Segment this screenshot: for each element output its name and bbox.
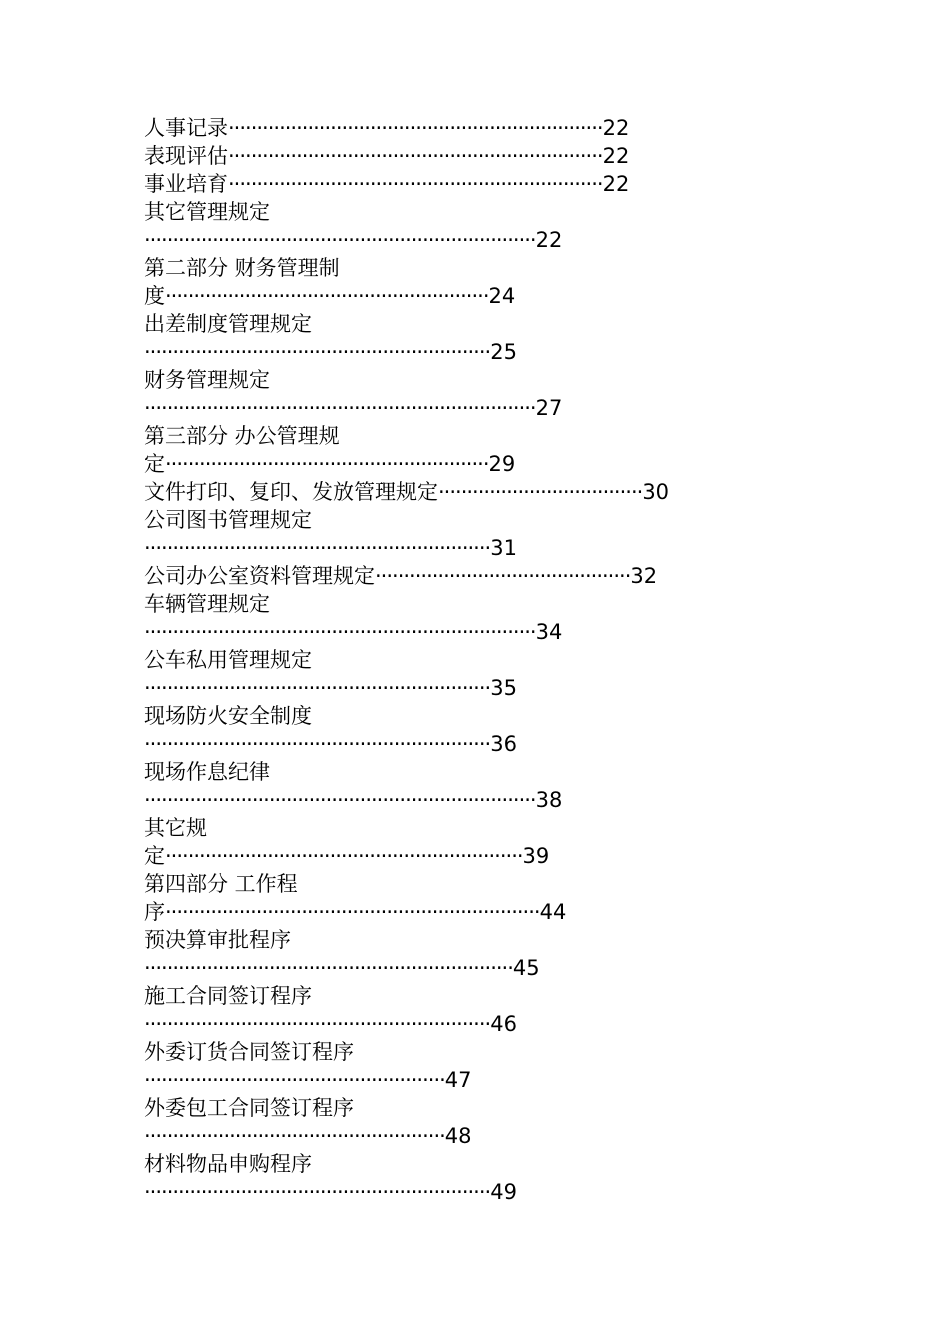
toc-title: 外委包工合同签订程序 [144, 1096, 354, 1120]
toc-title: 财务管理规定 [144, 368, 270, 392]
toc-entry-business-trip-rules-leader[interactable] [144, 338, 517, 366]
toc-entry-vehicle-rules[interactable] [144, 590, 270, 618]
toc-entry-other-management-rules[interactable] [144, 198, 270, 226]
toc-entry-part-two-finance[interactable] [144, 254, 340, 282]
toc-page-number: 46 [490, 1012, 517, 1036]
toc-entry-fire-safety[interactable] [144, 702, 312, 730]
toc-title: 公司图书管理规定 [144, 508, 312, 532]
toc-entry-material-purchase-leader[interactable] [144, 1178, 517, 1206]
toc-leader: ·································································· [228, 144, 603, 168]
toc-leader: ····································································· [144, 620, 536, 644]
toc-page-number: 36 [490, 732, 517, 756]
toc-title: 第四部分 工作程 [144, 872, 298, 896]
toc-title: 公车私用管理规定 [144, 648, 312, 672]
toc-page-number: 45 [512, 956, 540, 980]
toc-title: 其它规 [144, 816, 207, 840]
toc-page-number: 44 [539, 900, 567, 924]
toc-title: 车辆管理规定 [144, 592, 270, 616]
toc-leader: ······························································· [165, 844, 523, 868]
toc-entry-budget-approval[interactable] [144, 926, 291, 954]
toc-leader: ································································· [144, 956, 513, 980]
toc-leader: ····································································· [144, 228, 536, 252]
toc-entry-outsourced-order-contract[interactable] [144, 1038, 354, 1066]
toc-title: 定 [144, 844, 165, 868]
toc-entry-finance-rules-leader[interactable] [144, 394, 562, 422]
toc-entry-other-rules[interactable] [144, 814, 207, 842]
toc-entry-site-schedule[interactable] [144, 758, 270, 786]
toc-title: 表现评估 [144, 144, 228, 168]
toc-entry-career-development[interactable] [144, 170, 629, 198]
toc-page-number: 47 [444, 1068, 472, 1092]
toc-entry-budget-approval-leader[interactable] [144, 954, 540, 982]
toc-title: 现场防火安全制度 [144, 704, 312, 728]
toc-leader: ····························································· [144, 536, 491, 560]
toc-page-number: 22 [535, 228, 563, 252]
toc-title: 文件打印、复印、发放管理规定 [144, 480, 438, 504]
toc-entry-office-records[interactable] [144, 562, 657, 590]
toc-entry-site-schedule-leader[interactable] [144, 786, 562, 814]
toc-title: 出差制度管理规定 [144, 312, 312, 336]
toc-title: 公司办公室资料管理规定 [144, 564, 375, 588]
toc-leader: ····················································· [144, 1068, 445, 1092]
toc-leader: ····························································· [144, 1012, 491, 1036]
toc-title: 预决算审批程序 [144, 928, 291, 952]
toc-entry-other-rules-leader[interactable] [144, 842, 549, 870]
toc-title: 外委订货合同签订程序 [144, 1040, 354, 1064]
toc-leader: ····················································· [144, 1124, 445, 1148]
toc-leader: ····························································· [144, 732, 491, 756]
toc-entry-finance-rules[interactable] [144, 366, 270, 394]
toc-title: 序 [144, 900, 165, 924]
toc-page-number: 34 [535, 620, 563, 644]
toc-entry-personnel-records[interactable] [144, 114, 629, 142]
toc-entry-library-rules[interactable] [144, 506, 312, 534]
toc-entry-document-print-copy[interactable] [144, 478, 669, 506]
toc-entry-part-three-office-leader[interactable] [144, 450, 515, 478]
toc-title: 定 [144, 452, 165, 476]
toc-entry-private-car-use[interactable] [144, 646, 312, 674]
toc-entry-performance-evaluation[interactable] [144, 142, 629, 170]
toc-page-number: 25 [490, 340, 517, 364]
toc-leader: ························································· [165, 452, 489, 476]
toc-title: 度 [144, 284, 165, 308]
toc-leader: ····························································· [144, 340, 491, 364]
toc-page-number: 24 [488, 284, 516, 308]
toc-page-number: 22 [602, 116, 630, 140]
toc-page-number: 30 [642, 480, 670, 504]
toc-entry-library-rules-leader[interactable] [144, 534, 517, 562]
toc-entry-construction-contract-leader[interactable] [144, 1010, 517, 1038]
toc-page-number: 48 [444, 1124, 472, 1148]
toc-entry-fire-safety-leader[interactable] [144, 730, 517, 758]
toc-leader: ························································· [165, 284, 489, 308]
toc-entry-material-purchase[interactable] [144, 1150, 312, 1178]
toc-entry-private-car-use-leader[interactable] [144, 674, 517, 702]
toc-page-number: 32 [630, 564, 658, 588]
toc-entry-outsourced-labor-contract-leader[interactable] [144, 1122, 472, 1150]
toc-page-number: 22 [602, 172, 630, 196]
toc-page-number: 38 [535, 788, 563, 812]
toc-title: 人事记录 [144, 116, 228, 140]
toc-title: 材料物品申购程序 [144, 1152, 312, 1176]
toc-title: 事业培育 [144, 172, 228, 196]
toc-leader: ····································································· [144, 396, 536, 420]
toc-leader: ·································································· [228, 116, 603, 140]
toc-title: 其它管理规定 [144, 200, 270, 224]
toc-page-number: 49 [490, 1180, 517, 1204]
toc-page-number: 39 [522, 844, 550, 868]
toc-page-number: 22 [602, 144, 630, 168]
toc-leader: ·································································· [228, 172, 603, 196]
toc-title: 现场作息纪律 [144, 760, 270, 784]
toc-title: 第三部分 办公管理规 [144, 424, 340, 448]
toc-leader: ············································· [375, 564, 631, 588]
toc-entry-part-three-office[interactable] [144, 422, 340, 450]
toc-entry-construction-contract[interactable] [144, 982, 312, 1010]
toc-title: 第二部分 财务管理制 [144, 256, 340, 280]
toc-page-number: 27 [535, 396, 563, 420]
toc-entry-business-trip-rules[interactable] [144, 310, 312, 338]
toc-leader: ····································································· [144, 788, 536, 812]
toc-title: 施工合同签订程序 [144, 984, 312, 1008]
toc-leader: ····························································· [144, 676, 491, 700]
toc-page-number: 29 [488, 452, 516, 476]
toc-leader: ····························································· [144, 1180, 491, 1204]
toc-page-number: 31 [490, 536, 517, 560]
toc-entry-part-two-finance-leader[interactable] [144, 282, 515, 310]
toc-page-number: 35 [490, 676, 517, 700]
toc-entry-outsourced-labor-contract[interactable] [144, 1094, 354, 1122]
toc-leader: ·································································· [165, 900, 540, 924]
toc-entry-outsourced-order-contract-leader[interactable] [144, 1066, 472, 1094]
toc-entry-part-four-procedures[interactable] [144, 870, 298, 898]
toc-entry-other-management-rules-leader[interactable] [144, 226, 562, 254]
toc-leader: ···································· [438, 480, 643, 504]
toc-entry-vehicle-rules-leader[interactable] [144, 618, 562, 646]
toc-entry-part-four-procedures-leader[interactable] [144, 898, 566, 926]
